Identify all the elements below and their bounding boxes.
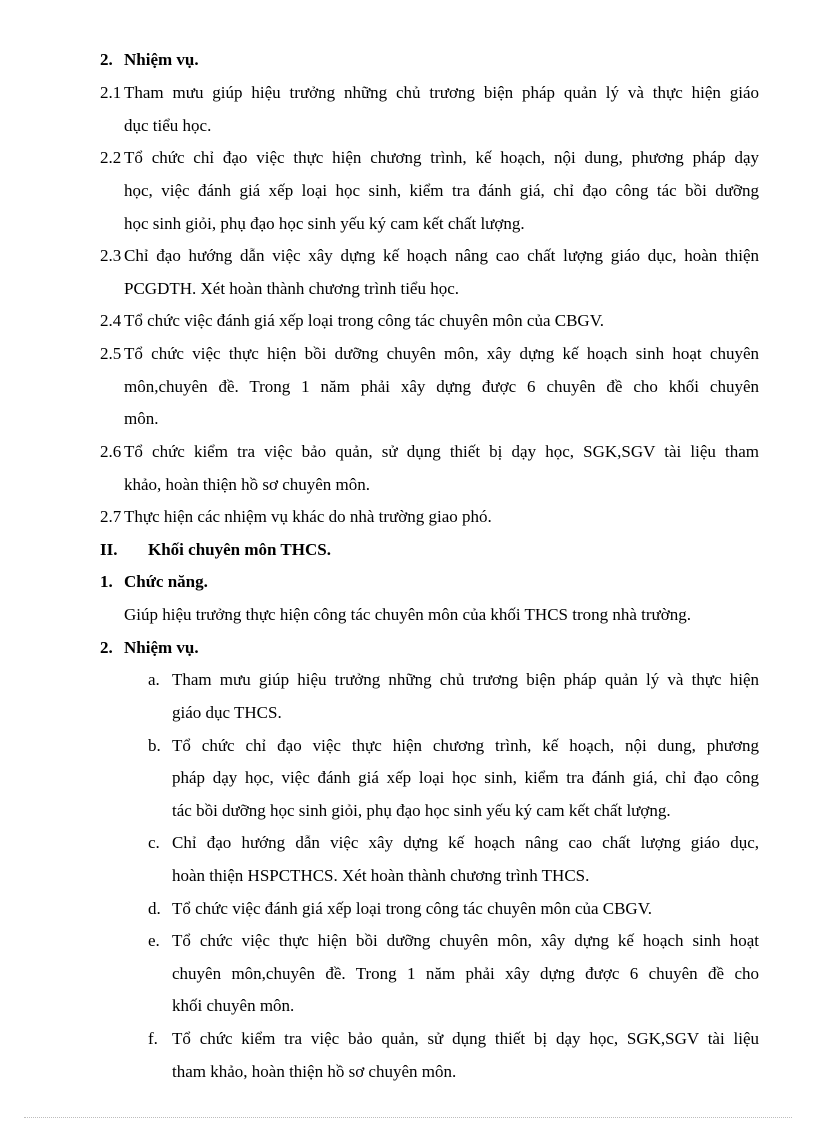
- item-line: hoàn thiện HSPCTHCS. Xét hoàn thành chương trình THCS.: [172, 866, 590, 885]
- heading-chuc-nang: Chức năng.: [124, 572, 208, 591]
- item-line: Chỉ đạo hướng dẫn việc xây dựng kế hoạch nâng cao chất lượng giáo dục,: [172, 833, 759, 852]
- item-line: tác bồi dưỡng học sinh giỏi, phụ đạo học sinh yếu ký cam kết chất lượng.: [172, 801, 671, 820]
- function-text: Giúp hiệu trưởng thực hiện công tác chuyên môn của khối THCS trong nhà trường.: [124, 605, 692, 624]
- item-number: 2.4: [100, 311, 122, 330]
- item-line: Tổ chức việc thực hiện bồi dưỡng chuyên môn, xây dựng kế hoạch sinh hoạt chuyên: [124, 344, 759, 363]
- item-line: dục tiểu học.: [124, 116, 212, 135]
- item-number: 2.2: [100, 148, 122, 167]
- item-letter: d.: [148, 899, 161, 918]
- heading-nhiem-vu-b: Nhiệm vụ.: [124, 638, 199, 657]
- item-number: 2.3: [100, 246, 122, 265]
- item-line: Tổ chức kiểm tra việc bảo quản, sử dụng thiết bị dạy học, SGK,SGV tài liệu tham: [124, 442, 759, 461]
- item-line: tham khảo, hoàn thiện hồ sơ chuyên môn.: [172, 1062, 457, 1081]
- item-line: Tổ chức việc đánh giá xếp loại trong công tác chuyên môn của CBGV.: [124, 311, 605, 330]
- heading-nhiem-vu-a-num: 2.: [100, 50, 113, 69]
- item-line: khối chuyên môn.: [172, 996, 295, 1015]
- item-number: 2.1: [100, 83, 122, 102]
- item-line: Thực hiện các nhiệm vụ khác do nhà trường giao phó.: [124, 507, 492, 526]
- item-letter: e.: [148, 931, 160, 950]
- section-ii-number: II.: [100, 540, 118, 559]
- item-line: môn.: [124, 409, 159, 428]
- heading-nhiem-vu-b-num: 2.: [100, 638, 113, 657]
- item-line: chuyên môn,chuyên đề. Trong 1 năm phải xây dựng được 6 chuyên đề cho: [172, 964, 759, 983]
- item-line: Tổ chức chỉ đạo việc thực hiện chương trình, kế hoạch, nội dung, phương: [172, 736, 759, 755]
- item-line: giáo dục THCS.: [172, 703, 282, 722]
- item-line: khảo, hoàn thiện hồ sơ chuyên môn.: [124, 475, 371, 494]
- item-number: 2.6: [100, 442, 122, 461]
- item-line: Tổ chức việc thực hiện bồi dưỡng chuyên môn, xây dựng kế hoạch sinh hoạt: [172, 931, 759, 950]
- item-line: học, việc đánh giá xếp loại học sinh, kiểm tra đánh giá, chỉ đạo công tác bồi dưỡng: [124, 181, 759, 200]
- item-number: 2.5: [100, 344, 122, 363]
- item-line: PCGDTH. Xét hoàn thành chương trình tiểu học.: [124, 279, 460, 298]
- item-line: môn,chuyên đề. Trong 1 năm phải xây dựng được 6 chuyên đề cho khối chuyên: [124, 377, 759, 396]
- heading-nhiem-vu-a: Nhiệm vụ.: [124, 50, 199, 69]
- item-line: Tổ chức kiểm tra việc bảo quản, sử dụng thiết bị dạy học, SGK,SGV tài liệu: [172, 1029, 759, 1048]
- section-ii-title: Khối chuyên môn THCS.: [148, 540, 331, 559]
- item-line: Tham mưu giúp hiệu trưởng những chủ trương biện pháp quản lý và thực hiện: [172, 670, 759, 689]
- item-letter: b.: [148, 736, 161, 755]
- item-number: 2.7: [100, 507, 122, 526]
- heading-chuc-nang-num: 1.: [100, 572, 113, 591]
- page-bottom-border: [24, 1117, 792, 1118]
- item-letter: c.: [148, 833, 160, 852]
- item-letter: f.: [148, 1029, 158, 1048]
- item-line: pháp dạy học, việc đánh giá xếp loại học sinh, kiểm tra đánh giá, chỉ đạo công: [172, 768, 759, 787]
- item-line: Tổ chức việc đánh giá xếp loại trong công tác chuyên môn của CBGV.: [172, 899, 653, 918]
- item-line: Chỉ đạo hướng dẫn việc xây dựng kế hoạch nâng cao chất lượng giáo dục, hoàn thiện: [124, 246, 759, 265]
- item-line: học sinh giỏi, phụ đạo học sinh yếu ký cam kết chất lượng.: [124, 214, 525, 233]
- item-letter: a.: [148, 670, 160, 689]
- item-line: Tham mưu giúp hiệu trưởng những chủ trương biện pháp quản lý và thực hiện giáo: [124, 83, 759, 102]
- item-line: Tổ chức chỉ đạo việc thực hiện chương trình, kế hoạch, nội dung, phương pháp dạy: [124, 148, 759, 167]
